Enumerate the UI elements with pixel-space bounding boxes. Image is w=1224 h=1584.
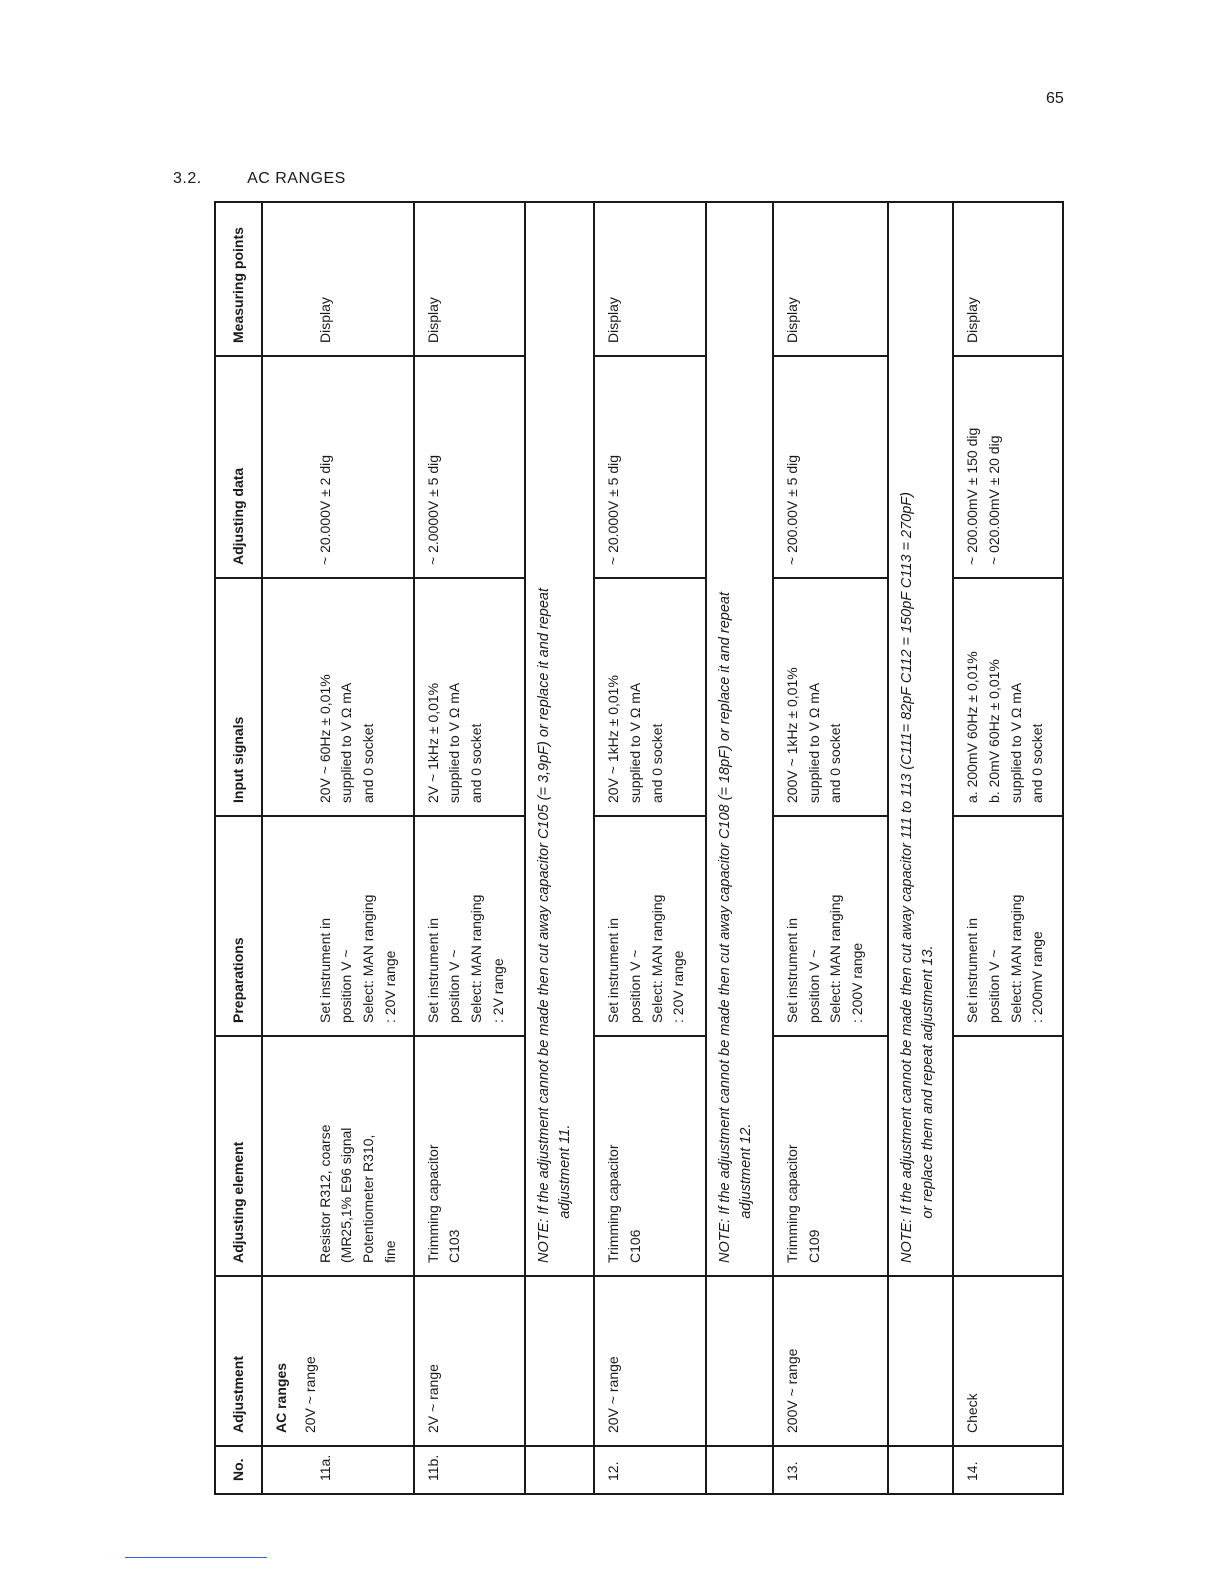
adjusting-element: Trimming capacitor C103 (424, 1144, 463, 1263)
adjusting-data: ~ 2.0000V ± 5 dig (424, 454, 441, 565)
input-signals: 20V ~ 1kHz ± 0,01% supplied to V Ω mA and 0 socket (605, 675, 665, 803)
adjusting-element (954, 1037, 970, 1275)
note-row (888, 202, 953, 1494)
note-text: NOTE: If the adjustment cannot be made then cut away capacitor C108 (= 18pF) or replace it and repeat adjustment 12. (706, 202, 773, 1276)
row-number: 11a. (316, 1454, 333, 1481)
preparations: Set instrument in position V ~ Select: MAN ranging : 20V range (316, 894, 398, 1023)
header-adjusting-element: Adjusting element (215, 1036, 262, 1276)
adjusting-element: Trimming capacitor C106 (605, 1144, 644, 1263)
adjustment-name: 2V ~ range (424, 1364, 441, 1433)
preparations: Set instrument in position V ~ Select: MAN ranging : 2V range (424, 894, 506, 1023)
adjustment-name: Check (964, 1393, 981, 1433)
measuring-points: Display (424, 297, 441, 343)
page-number: 65 (1046, 90, 1064, 107)
section-number: 3.2. (173, 170, 202, 187)
input-signals: a. 200mV 60Hz ± 0,01% b. 20mV 60Hz ± 0,01% supplied to V Ω mA and 0 socket (964, 651, 1046, 803)
table-row (262, 202, 414, 1494)
table-row (953, 202, 1063, 1494)
adjusting-data: ~ 200.00mV ± 150 dig ~ 020.00mV ± 20 dig (964, 427, 1003, 565)
input-signals: 2V ~ 1kHz ± 0,01% supplied to V Ω mA and 0 socket (424, 682, 485, 803)
preparations: Set instrument in position V ~ Select: MAN ranging : 200V range (783, 894, 865, 1023)
row-number: 11b. (424, 1454, 441, 1481)
section-title: AC RANGES (247, 170, 346, 187)
note-row (525, 202, 594, 1494)
adjusting-data: ~ 20.000V ± 2 dig (316, 454, 333, 565)
measuring-points: Display (316, 297, 333, 343)
header-input-signals: Input signals (215, 578, 262, 816)
adjustment-table (214, 201, 1064, 1495)
note-row (706, 202, 773, 1494)
table-row (414, 202, 526, 1494)
measuring-points: Display (964, 297, 981, 343)
adjusting-data: ~ 20.000V ± 5 dig (605, 454, 622, 565)
adjustment-name: 20V ~ range (302, 1356, 319, 1433)
row-number: 13. (783, 1461, 800, 1481)
header-measuring-points: Measuring points (215, 202, 262, 356)
note-text: NOTE: If the adjustment cannot be made then cut away capacitor C105 (= 3,9pF) or replace it and repeat adjustment 11. (525, 202, 594, 1276)
table-row (773, 202, 889, 1494)
header-adjustment: Adjustment (215, 1276, 262, 1446)
adjustment-table-rotated (214, 203, 1064, 1495)
row-number: 14. (964, 1461, 981, 1481)
measuring-points: Display (605, 297, 622, 343)
measuring-points: Display (783, 297, 800, 343)
header-row (215, 202, 262, 1494)
margin-mark (125, 1557, 267, 1558)
adjusting-data: ~ 200.00V ± 5 dig (783, 454, 800, 565)
input-signals: 20V ~ 60Hz ± 0,01% supplied to V Ω mA and 0 socket (316, 674, 377, 803)
preparations: Set instrument in position V ~ Select: MAN ranging : 200mV range (964, 894, 1046, 1023)
preparations: Set instrument in position V ~ Select: MAN ranging : 20V range (605, 894, 687, 1023)
row-number: 12. (605, 1461, 622, 1481)
input-signals: 200V ~ 1kHz ± 0,01% supplied to V Ω mA and 0 socket (783, 667, 844, 803)
adjustment-name: 200V ~ range (783, 1348, 800, 1433)
header-preparations: Preparations (215, 816, 262, 1036)
header-no: No. (215, 1446, 262, 1494)
group-title: AC ranges (272, 1362, 289, 1433)
section-heading (173, 170, 346, 188)
note-text: NOTE: If the adjustment cannot be made then cut away capacitor 111 to 113 (C111= 82pF C112 = 150pF C113 = 270pF) or replace them and repeat adjustment 13. (888, 202, 953, 1276)
adjustment-name: 20V ~ range (605, 1356, 622, 1433)
header-adjusting-data: Adjusting data (215, 356, 262, 578)
adjusting-element: Resistor R312, coarse (MR25,1% E96 signal Potentiometer R310, fine (316, 1124, 398, 1263)
table-row (594, 202, 706, 1494)
adjusting-element: Trimming capacitor C109 (783, 1144, 822, 1263)
